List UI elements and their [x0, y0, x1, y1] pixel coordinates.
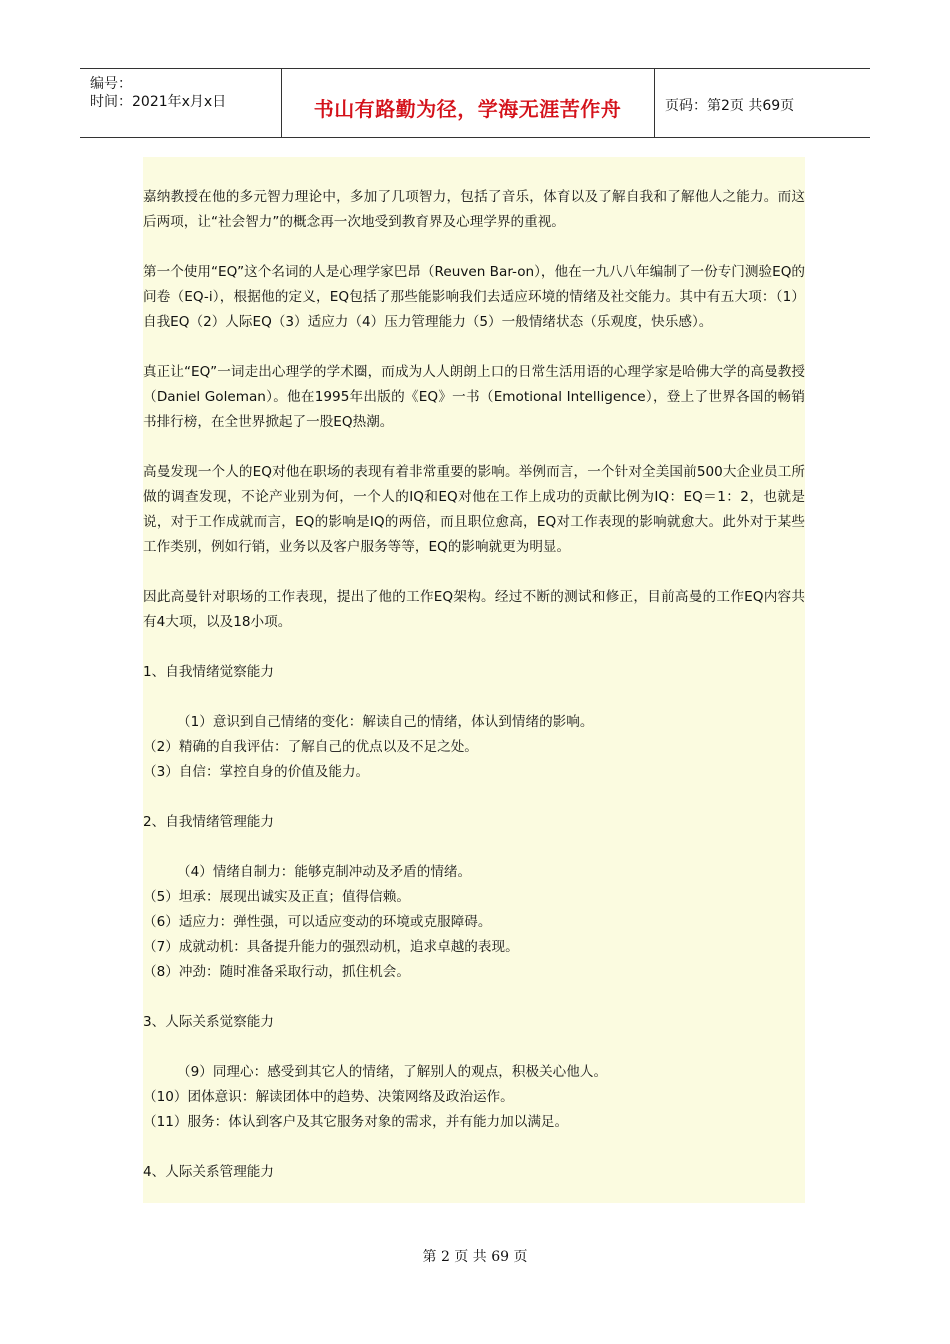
list-item: （4）情绪自制力：能够克制冲动及矛盾的情绪。: [177, 864, 472, 880]
header-meta-cell: [80, 69, 282, 137]
header-slogan-cell: [281, 69, 655, 137]
section-title: 2、自我情绪管理能力: [143, 814, 274, 830]
paragraph: 高曼发现一个人的EQ对他在职场的表现有着非常重要的影响。举例而言，一个针对全美国前500大企业员工所做的调查发现，不论产业别为何，一个人的IQ和EQ对他在工作上成功的贡献比例为IQ：EQ＝1：2，也就是说，对于工作成就而言，EQ的影响是IQ的两倍，而且职位愈高，EQ对工作表现的影响就愈大。此外对于某些工作类别，例如行销，业务以及客户服务等等，EQ的影响就更为明显。: [143, 464, 805, 555]
list-item: （3）自信：掌控自身的价值及能力。: [143, 764, 370, 780]
list-item: （10）团体意识：解读团体中的趋势、决策网络及政治运作。: [143, 1089, 514, 1105]
list-item: （5）坦承：展现出诚实及正直；值得信赖。: [143, 889, 410, 905]
section-items: [143, 1060, 805, 1135]
paragraph: 因此高曼针对职场的工作表现，提出了他的工作EQ架构。经过不断的测试和修正，目前高曼的工作EQ内容共有4大项，以及18小项。: [143, 589, 805, 630]
section-items: [143, 860, 805, 985]
list-item: （9）同理心：感受到其它人的情绪，了解别人的观点，积极关心他人。: [177, 1064, 608, 1080]
header-page-info: 页码：第2页 共69页: [665, 98, 795, 114]
section-title: 1、自我情绪觉察能力: [143, 664, 274, 680]
document-body: [143, 157, 805, 1203]
header-slogan: 书山有路勤为径，学海无涯苦作舟: [313, 97, 622, 121]
section-items: [143, 710, 805, 785]
page-footer: 第 2 页 共 69 页: [422, 1249, 528, 1265]
document-body-text: [143, 185, 805, 1210]
paragraph: 第一个使用“EQ”这个名词的人是心理学家巴昂（Reuven Bar-on），他在一九八八年编制了一份专门测验EQ的问卷（EQ-i），根据他的定义，EQ包括了那些能影响我们去适应环境的情绪及社交能力。其中有五大项：（1）自我EQ（2）人际EQ（3）适应力（4）压力管理能力（5）一般情绪状态（乐观度，快乐感）。: [143, 264, 805, 330]
list-item: （2）精确的自我评估：了解自己的优点以及不足之处。: [143, 739, 478, 755]
paragraph: 嘉纳教授在他的多元智力理论中，多加了几项智力，包括了音乐，体育以及了解自我和了解他人之能力。而这后两项，让“社会智力”的概念再一次地受到教育界及心理学界的重视。: [143, 189, 805, 230]
document-number-label: 编号：: [90, 76, 132, 92]
document-date-label: 时间：2021年x月x日: [90, 94, 227, 110]
paragraph: 真正让“EQ”一词走出心理学的学术圈，而成为人人朗朗上口的日常生活用语的心理学家是哈佛大学的高曼教授（Daniel Goleman）。他在1995年出版的《EQ》一书（Emotional Intelligence），登上了世界各国的畅销书排行榜，在全世界掀起了一股EQ热潮。: [143, 364, 805, 430]
header-page-cell: [655, 69, 870, 137]
page-header: [80, 68, 870, 138]
list-item: （6）适应力：弹性强，可以适应变动的环境或克服障碍。: [143, 914, 492, 930]
section-title: 4、人际关系管理能力: [143, 1164, 274, 1180]
list-item: （1）意识到自己情绪的变化：解读自己的情绪，体认到情绪的影响。: [177, 714, 594, 730]
list-item: （7）成就动机：具备提升能力的强烈动机，追求卓越的表现。: [143, 939, 519, 955]
list-item: （8）冲劲：随时准备采取行动，抓住机会。: [143, 964, 410, 980]
list-item: （11）服务：体认到客户及其它服务对象的需求，并有能力加以满足。: [143, 1114, 569, 1130]
section-title: 3、人际关系觉察能力: [143, 1014, 274, 1030]
